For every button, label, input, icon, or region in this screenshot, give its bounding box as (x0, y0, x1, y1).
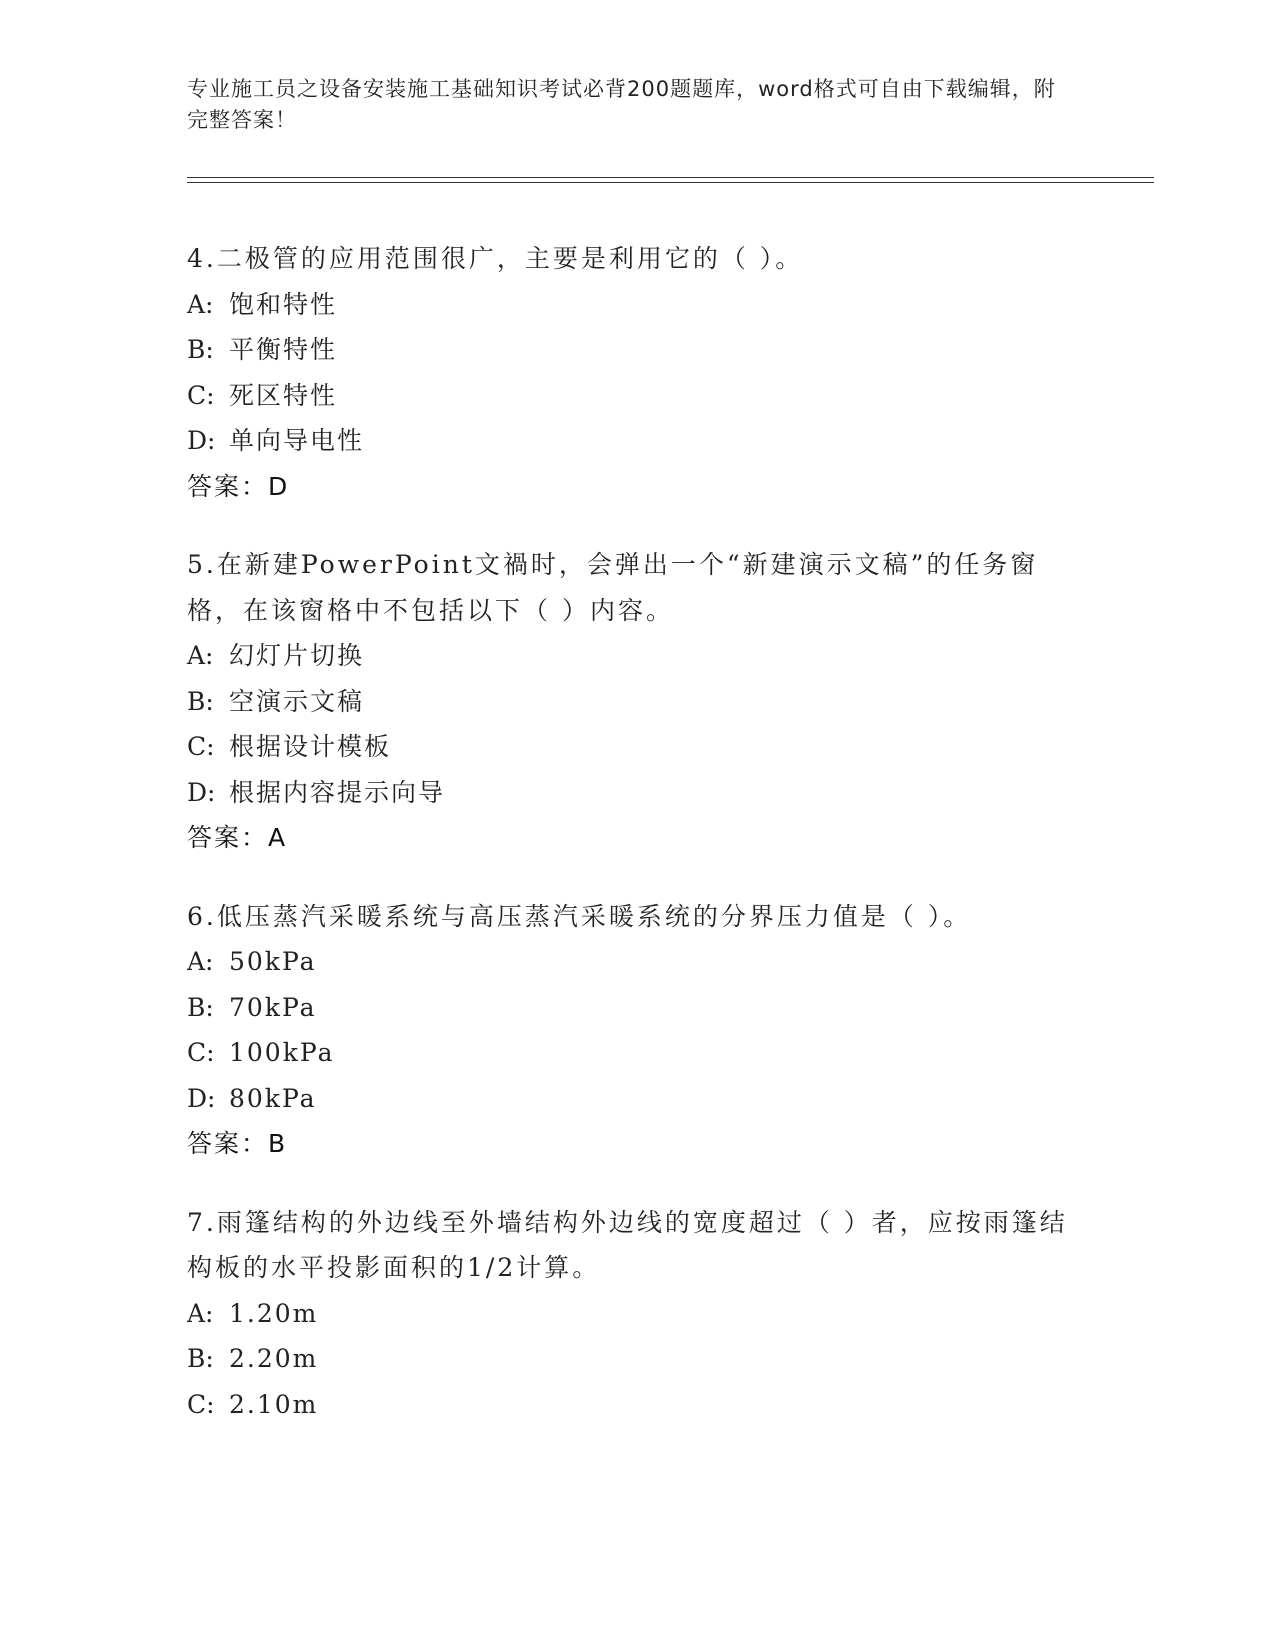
option-text: 空演示文稿 (229, 686, 365, 716)
option-text: 50kPa (229, 947, 317, 976)
answer-line: 答案：A (187, 823, 288, 852)
option-letter: A: (187, 641, 214, 670)
option-c (187, 724, 1087, 770)
option-a (187, 939, 1087, 985)
option-letter: B: (187, 1344, 214, 1373)
option-letter: A: (187, 947, 214, 976)
option-letter: A: (187, 289, 214, 319)
option-a (187, 633, 1087, 679)
header-divider-top (187, 177, 1154, 178)
answer-line: 答案：B (187, 1129, 288, 1158)
option-letter: B: (187, 686, 214, 716)
option-letter: C: (187, 1389, 215, 1419)
question-7 (187, 1200, 1087, 1428)
question-stem: 4.二极管的应用范围很广，主要是利用它的（ ）。 (187, 244, 804, 273)
option-text: 100kPa (229, 1038, 335, 1067)
option-text: 幻灯片切换 (229, 641, 365, 670)
option-c (187, 373, 1087, 419)
option-text: 2.10m (229, 1389, 319, 1419)
question-stem: 7.雨篷结构的外边线至外墙结构外边线的宽度超过（ ）者，应按雨篷结构板的水平投影面积的1/2计算。 (187, 1207, 1068, 1282)
question-5 (187, 542, 1087, 861)
option-letter: C: (187, 732, 215, 761)
option-text: 1.20m (229, 1298, 319, 1328)
option-b (187, 327, 1087, 373)
option-text: 单向导电性 (229, 426, 365, 455)
option-b (187, 1336, 1087, 1382)
option-text: 根据设计模板 (229, 732, 392, 761)
option-letter: B: (187, 335, 214, 364)
option-text: 平衡特性 (229, 335, 338, 364)
option-d (187, 1076, 1087, 1122)
option-d (187, 770, 1087, 816)
option-text: 死区特性 (229, 380, 338, 410)
option-letter: D: (187, 426, 216, 455)
question-4 (187, 236, 1087, 509)
question-stem: 5.在新建PowerPoint文禍时，会弹出一个“新建演示文稿”的任务窗格，在该窗格中不包括以下（ ）内容。 (187, 550, 1039, 625)
option-letter: D: (187, 777, 216, 807)
option-text: 80kPa (229, 1083, 317, 1113)
option-d (187, 418, 1087, 464)
option-c (187, 1030, 1087, 1076)
header-divider-bottom (187, 182, 1154, 183)
answer-line: 答案：D (187, 471, 290, 501)
option-text: 70kPa (229, 992, 317, 1022)
option-text: 饱和特性 (229, 289, 338, 319)
option-letter: D: (187, 1083, 216, 1113)
question-stem: 6.低压蒸汽采暖系统与高压蒸汽采暖系统的分界压力值是（ ）。 (187, 901, 972, 931)
option-a (187, 1291, 1087, 1337)
option-a (187, 282, 1087, 328)
option-b (187, 679, 1087, 725)
option-letter: B: (187, 992, 214, 1022)
option-letter: C: (187, 380, 215, 410)
option-letter: C: (187, 1038, 215, 1067)
option-text: 根据内容提示向导 (229, 777, 446, 807)
question-6 (187, 894, 1087, 1167)
question-list (187, 236, 1087, 1460)
option-b (187, 985, 1087, 1031)
option-letter: A: (187, 1298, 214, 1328)
document-header: 专业施工员之设备安装施工基础知识考试必背200题题库，word格式可自由下载编辑，附完整答案！ (187, 77, 1056, 132)
option-c (187, 1382, 1087, 1428)
option-text: 2.20m (229, 1344, 319, 1373)
